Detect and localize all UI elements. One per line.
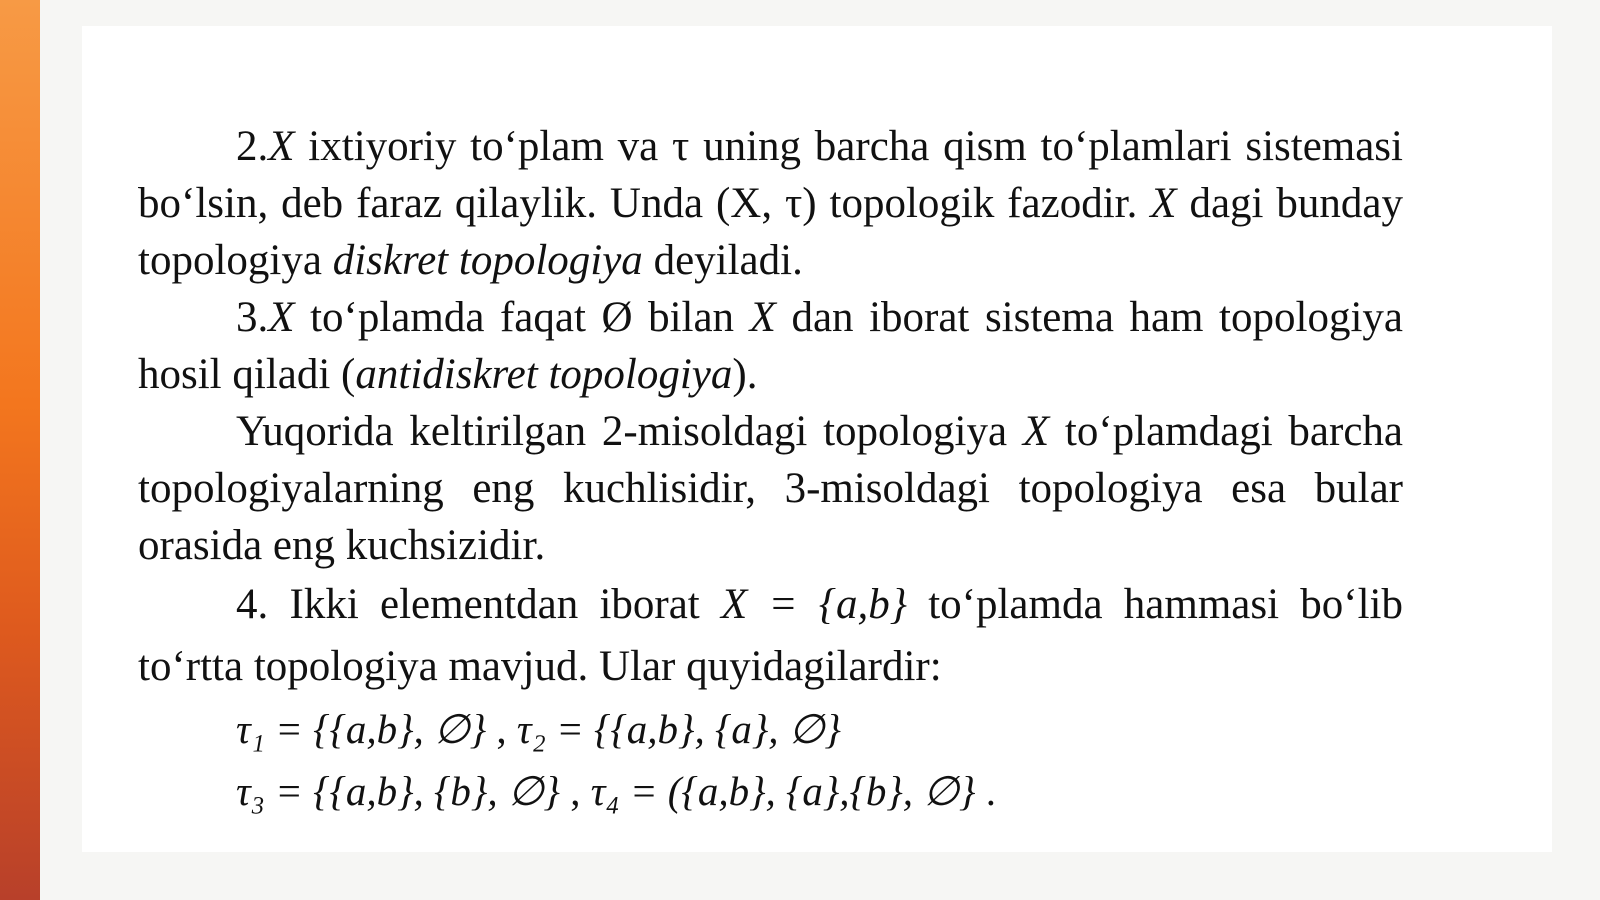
- formula-tau-4: τ₄ = ({a,b}, {a},{b}, ∅}: [590, 768, 976, 814]
- var-x: X: [1150, 180, 1177, 227]
- paragraph-example-4: [138, 574, 1403, 698]
- paragraph-text: Yuqorida keltirilgan 2-misoldagi topologiya: [236, 408, 1023, 455]
- formula-tau-3: τ₃ = {{a,b}, {b}, ∅}: [236, 768, 560, 814]
- paragraph-example-3: [138, 289, 1403, 403]
- slide-card: [82, 26, 1552, 852]
- var-x: X: [268, 294, 295, 341]
- paragraph-example-2: [138, 118, 1403, 289]
- example-number: 3.: [236, 294, 269, 341]
- paragraph-text: 4. Ikki elementdan iborat: [236, 581, 722, 628]
- paragraph-text: ixtiyoriy to‘plam va τ uning barcha qism to‘plamlari sistemasi bo‘lsin, deb faraz qilaylik. Unda (X, τ) topologik fazodir.: [138, 123, 1403, 227]
- var-x: X: [749, 294, 776, 341]
- text-block: [138, 118, 1403, 822]
- accent-bar: [0, 0, 40, 900]
- formula-line-2: [138, 760, 1403, 822]
- formula-set-x: X = {a,b}: [721, 581, 907, 628]
- formula-separator: ,: [559, 768, 591, 814]
- var-x: X: [268, 123, 295, 170]
- example-number: 2.: [236, 123, 269, 170]
- paragraph-text: dagi bunday topologiya: [138, 180, 1403, 284]
- formula-end: .: [975, 768, 996, 814]
- paragraph-text: to‘plamdagi barcha topologiyalarning eng kuchlisidir, 3-misoldagi topologiya esa bular orasida eng kuchsizidir.: [138, 408, 1403, 569]
- formula-line-1: [138, 698, 1403, 760]
- paragraph-text: deyiladi.: [642, 237, 803, 284]
- paragraph-text: to‘plamda hammasi bo‘lib to‘rtta topologiya mavjud. Ular quyidagilardir:: [138, 581, 1403, 690]
- formula-tau-2: τ₂ = {{a,b}, {a}, ∅}: [516, 706, 841, 752]
- paragraph-text: to‘plamda faqat Ø bilan: [294, 294, 750, 341]
- term-discrete-topology: diskret topologiya: [332, 237, 643, 284]
- paragraph-text: dan iborat sistema ham topologiya hosil qiladi (: [138, 294, 1403, 398]
- formula-tau-1: τ₁ = {{a,b}, ∅}: [236, 706, 487, 752]
- term-antidiscrete-topology: antidiskret topologiya: [355, 351, 733, 398]
- paragraph-text: ).: [732, 351, 758, 398]
- paragraph-comparison: [138, 403, 1403, 574]
- formula-separator: ,: [486, 706, 517, 752]
- var-x: X: [1022, 408, 1050, 455]
